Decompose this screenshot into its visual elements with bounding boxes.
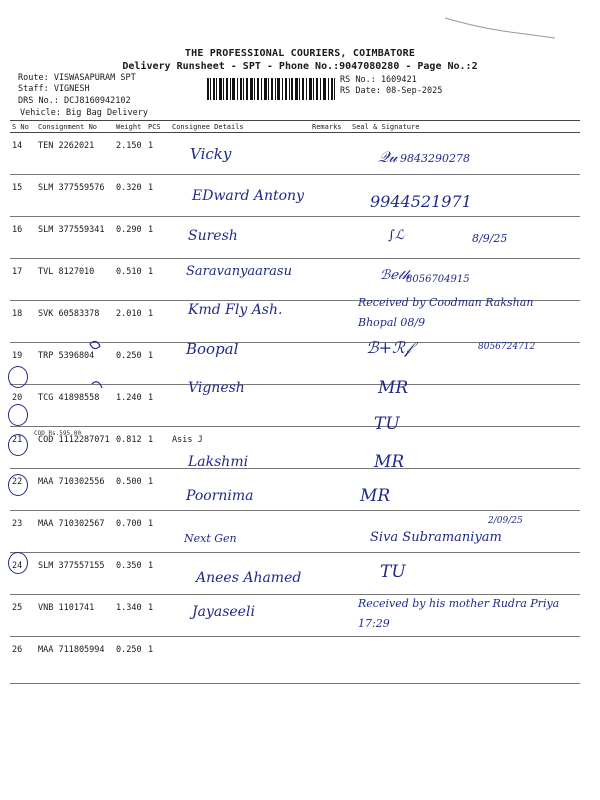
cell-consignment: MAA 711805994	[36, 637, 114, 684]
handwritten-name: Vicky	[190, 145, 232, 163]
signature-phone: 8056704915	[406, 274, 470, 285]
circle-mark	[8, 552, 28, 574]
handwritten-name: Lakshmi	[188, 454, 249, 470]
cell-remarks	[310, 217, 350, 259]
cell-consignment: SLM 377559576	[36, 175, 114, 217]
cod-amount-note: COD Rs.595.00	[34, 430, 81, 437]
cell-remarks	[310, 301, 350, 343]
handwritten-name: Anees Ahamed	[196, 570, 302, 586]
cell-remarks	[310, 175, 350, 217]
cell-pcs: 1	[146, 637, 170, 684]
cell-weight: 0.510	[114, 259, 146, 301]
cell-consignment: TRP 5396804	[36, 343, 114, 385]
cell-pcs: 1	[146, 385, 170, 427]
cell-pcs: 1	[146, 301, 170, 343]
cell-sno: 19	[10, 343, 36, 385]
cell-sno: 23	[10, 511, 36, 553]
signature-initials: TU	[380, 562, 406, 582]
cell-pcs: 1	[146, 553, 170, 595]
cell-consignee	[170, 637, 310, 684]
cell-pcs: 1	[146, 133, 170, 175]
signature-mark: ∫ℒ	[388, 228, 405, 243]
cell-sno: 16	[10, 217, 36, 259]
barcode-image	[207, 78, 335, 100]
cell-remarks	[310, 343, 350, 385]
handwritten-name: Poornima	[186, 488, 254, 504]
vehicle-info: Vehicle: Big Bag Delivery	[20, 108, 148, 118]
cell-weight: 0.700	[114, 511, 146, 553]
cell-sno: 25	[10, 595, 36, 637]
cell-remarks	[310, 511, 350, 553]
staff-info: Staff: VIGNESH	[18, 84, 90, 94]
drs-info: DRS No.: DCJ8160942102	[18, 96, 131, 106]
handwritten-name: Vignesh	[188, 380, 245, 396]
signature-date: 2/09/25	[488, 516, 523, 526]
circle-mark	[8, 474, 28, 496]
signature-name: Siva Subramaniyam	[370, 530, 502, 545]
cell-sno: 17	[10, 259, 36, 301]
cell-remarks	[310, 469, 350, 511]
cell-weight: 2.010	[114, 301, 146, 343]
handwritten-name: Saravanyaarasu	[186, 264, 292, 279]
cell-consignment: MAA 710302556	[36, 469, 114, 511]
cell-sno: 26	[10, 637, 36, 684]
circle-mark	[8, 404, 28, 426]
cell-weight: 0.812	[114, 427, 146, 469]
cell-pcs: 1	[146, 175, 170, 217]
pen-scribble	[82, 338, 112, 398]
signature-initials: MR	[374, 452, 405, 472]
cell-remarks	[310, 385, 350, 427]
signature-initials: TU	[374, 414, 400, 434]
signature-note: Received by Coodman Rakshan Bhopal 08/9	[358, 296, 534, 329]
cell-pcs: 1	[146, 427, 170, 469]
cell-pcs: 1	[146, 259, 170, 301]
cell-consignment: TCG 41898558	[36, 385, 114, 427]
handwritten-name: Boopal	[186, 340, 239, 358]
col-weight: Weight	[114, 121, 146, 133]
cell-signature	[350, 637, 580, 684]
col-sno: S No	[10, 121, 36, 133]
cell-consignee: Asis J	[170, 427, 310, 469]
cell-remarks	[310, 637, 350, 684]
cell-remarks	[310, 595, 350, 637]
cell-signature	[350, 217, 580, 259]
rs-number: RS No.: 1609421	[340, 75, 417, 85]
signature-mark: ℬℯ𝓉𝒽	[380, 268, 410, 283]
cell-sno: 24	[10, 553, 36, 595]
signature-initials: MR	[360, 486, 391, 506]
cell-consignment: COD 1112287071	[36, 427, 114, 469]
cell-weight: 0.290	[114, 217, 146, 259]
cell-weight: 0.500	[114, 469, 146, 511]
cell-sno: 15	[10, 175, 36, 217]
signature-initials: MR	[378, 378, 409, 398]
handwritten-name: Next Gen	[184, 532, 237, 545]
handwritten-name: Kmd Fly Ash.	[188, 302, 283, 318]
signature-phone: 9843290278	[400, 152, 470, 165]
signature-phone: 9944521971	[370, 192, 472, 211]
signature-phone: 8056724712	[478, 342, 536, 352]
pen-scribble	[440, 10, 560, 40]
cell-consignment: TVL 8127010	[36, 259, 114, 301]
cell-pcs: 1	[146, 343, 170, 385]
cell-weight: 2.150	[114, 133, 146, 175]
handwritten-name: Jayaseeli	[192, 604, 255, 620]
cell-remarks	[310, 553, 350, 595]
table-header-row	[10, 121, 580, 133]
circle-mark	[8, 366, 28, 388]
cell-consignment: SLM 377557155	[36, 553, 114, 595]
document-subtitle: Delivery Runsheet - SPT - Phone No.:9047080280 - Page No.:2	[122, 61, 478, 72]
cell-consignment: TEN 2262021	[36, 133, 114, 175]
signature-mark: ℬ+ℛ𝒻	[366, 338, 412, 357]
cell-weight: 0.350	[114, 553, 146, 595]
cell-weight: 0.250	[114, 343, 146, 385]
cell-pcs: 1	[146, 469, 170, 511]
cell-consignment: SLM 377559341	[36, 217, 114, 259]
col-remarks: Remarks	[310, 121, 350, 133]
col-pcs: PCS	[146, 121, 170, 133]
cell-sno: 20	[10, 385, 36, 427]
signature-note: Received by his mother Rudra Priya 17:29	[358, 597, 560, 630]
handwritten-name: EDward Antony	[192, 188, 304, 204]
document-title: THE PROFESSIONAL COURIERS, COIMBATORE	[184, 48, 416, 59]
handwritten-name: Suresh	[188, 228, 238, 244]
cell-weight: 1.340	[114, 595, 146, 637]
cell-sno: 18	[10, 301, 36, 343]
cell-pcs: 1	[146, 595, 170, 637]
table-row	[10, 427, 580, 469]
route-info: Route: VISWASAPURAM SPT	[18, 73, 136, 83]
rs-date: RS Date: 08-Sep-2025	[340, 86, 443, 96]
cell-pcs: 1	[146, 511, 170, 553]
cell-sno: 21	[10, 427, 36, 469]
col-consignee: Consignee Details	[170, 121, 310, 133]
cell-consignment: MAA 710302567	[36, 511, 114, 553]
cell-sno: 14	[10, 133, 36, 175]
cell-consignment: VNB 1101741	[36, 595, 114, 637]
cell-pcs: 1	[146, 217, 170, 259]
table-row	[10, 133, 580, 175]
cell-sno: 22	[10, 469, 36, 511]
cell-weight: 1.240	[114, 385, 146, 427]
cell-consignment: SVK 60583378	[36, 301, 114, 343]
cell-remarks	[310, 133, 350, 175]
col-seal-signature: Seal & Signature	[350, 121, 580, 133]
signature-mark: 𝒬𝓊	[378, 148, 398, 166]
table-row	[10, 637, 580, 684]
table-row	[10, 469, 580, 511]
cell-weight: 0.250	[114, 637, 146, 684]
signature-date: 8/9/25	[472, 232, 508, 245]
col-consignment: Consignment No	[36, 121, 114, 133]
cell-remarks	[310, 427, 350, 469]
circle-mark	[8, 434, 28, 456]
cell-remarks	[310, 259, 350, 301]
cell-weight: 0.320	[114, 175, 146, 217]
